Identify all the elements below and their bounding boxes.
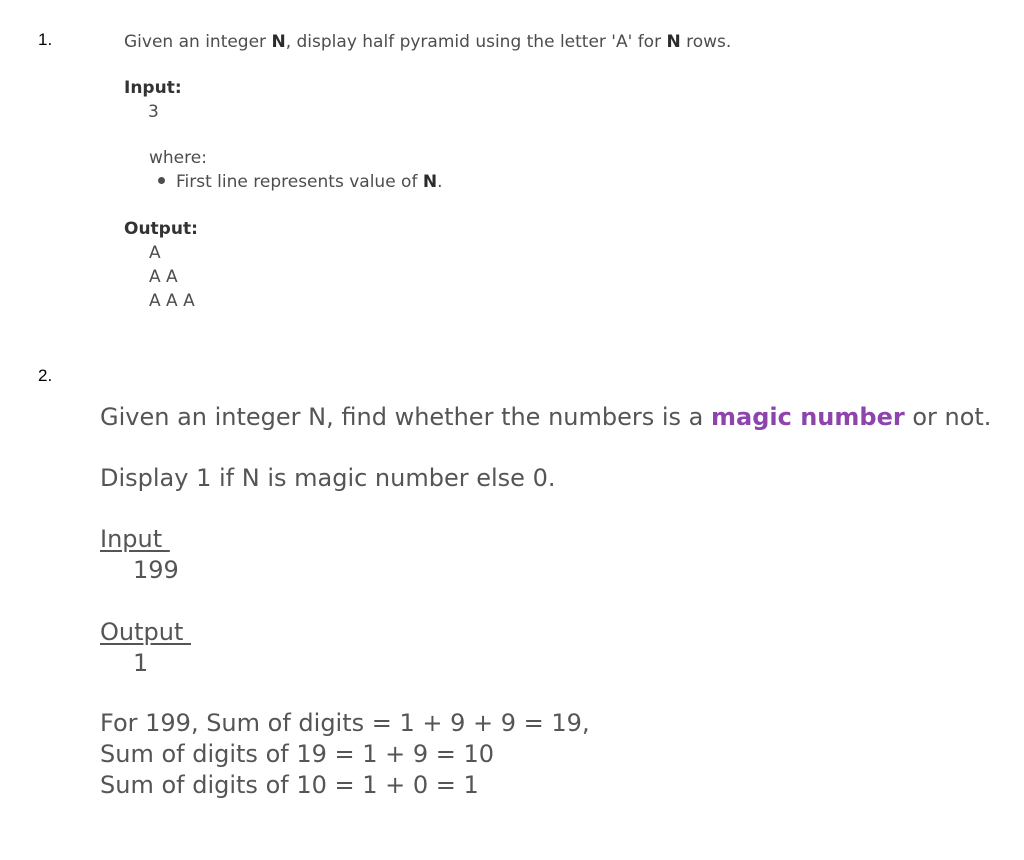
question-1-input-label: Input: <box>124 78 182 98</box>
question-2-explanation-line: Sum of digits of 19 = 1 + 9 = 10 <box>100 740 495 768</box>
question-1-input-value: 3 <box>148 102 159 122</box>
question-1-bullet-item: First line represents value of N. <box>158 170 443 194</box>
question-1-output-line: A A <box>149 267 178 287</box>
question-2-explanation-line: For 199, Sum of digits = 1 + 9 + 9 = 19, <box>100 709 590 737</box>
question-2-input-label: Input <box>100 525 170 553</box>
question-2-explanation-line: Sum of digits of 10 = 1 + 0 = 1 <box>100 771 479 799</box>
question-2-output-value: 1 <box>133 649 149 677</box>
question-1-output-line: A <box>149 243 161 263</box>
magic-number-highlight: magic number <box>711 403 905 431</box>
question-1-statement: Given an integer N, display half pyramid using the letter 'A' for N rows. <box>124 32 732 52</box>
question-1-output-line: A A A <box>149 291 195 311</box>
question-2-input-value: 199 <box>133 556 179 584</box>
question-2-output-label: Output <box>100 618 191 646</box>
question-1-where-label: where: <box>149 148 207 168</box>
question-2-number: 2. <box>38 366 53 385</box>
question-2-statement: Given an integer N, find whether the numbers is a magic number or not. <box>100 403 992 431</box>
question-1-output-label: Output: <box>124 219 198 239</box>
question-1-number: 1. <box>38 30 53 49</box>
question-2-display-line: Display 1 if N is magic number else 0. <box>100 464 556 492</box>
bullet-icon <box>158 177 165 184</box>
